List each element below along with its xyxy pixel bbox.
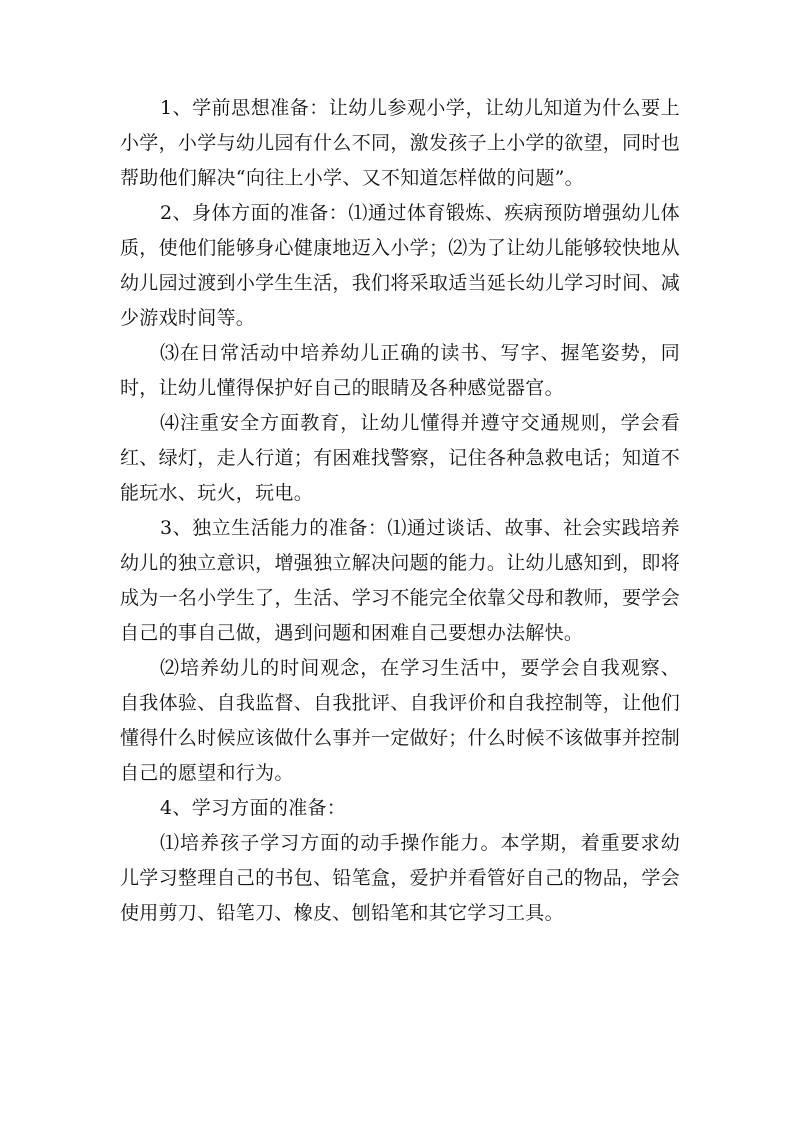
paragraph-learning-heading: 4、学习方面的准备： xyxy=(160,797,347,819)
paragraph-physical-preparation: 2、身体方面的准备：⑴通过体育锻炼、疾病预防增强幼儿体质，使他们能够身心健康地迈入小学；⑵为了让幼儿能够较快地从幼儿园过渡到小学生生活，我们将采取适当延长幼儿学习时间、减少游戏时间等。 xyxy=(120,202,680,329)
paragraph-hands-on-skills: ⑴培养孩子学习方面的动手操作能力。本学期，着重要求幼儿学习整理自己的书包、铅笔盒，爱护并看管好自己的物品，学会使用剪刀、铅笔刀、橡皮、刨铅笔和其它学习工具。 xyxy=(120,832,680,924)
paragraph-time-awareness: ⑵培养幼儿的时间观念，在学习生活中，要学会自我观察、自我体验、自我监督、自我批评、自我评价和自我控制等，让他们懂得什么时候应该做什么事并一定做好；什么时候不该做事并控制自己的愿望和行为。 xyxy=(120,657,680,784)
paragraph-independent-living: 3、独立生活能力的准备：⑴通过谈话、故事、社会实践培养幼儿的独立意识，增强独立解决问题的能力。让幼儿感知到，即将成为一名小学生了，生活、学习不能完全依靠父母和教师，要学会自己的事自己做，遇到问题和困难自己要想办法解快。 xyxy=(120,517,680,644)
paragraph-reading-posture: ⑶在日常活动中培养幼儿正确的读书、写字、握笔姿势，同时，让幼儿懂得保护好自己的眼睛及各种感觉器官。 xyxy=(120,342,680,399)
document-body xyxy=(120,91,680,931)
paragraph-safety-education: ⑷注重安全方面教育，让幼儿懂得并遵守交通规则，学会看红、绿灯，走人行道；有困难找警察，记住各种急救电话；知道不能玩水、玩火，玩电。 xyxy=(120,412,680,504)
paragraph-thought-preparation: 1、学前思想准备：让幼儿参观小学，让幼儿知道为什么要上小学，小学与幼儿园有什么不同，激发孩子上小学的欲望，同时也帮助他们解决“向往上小学、又不知道怎样做的问题”。 xyxy=(120,97,680,189)
